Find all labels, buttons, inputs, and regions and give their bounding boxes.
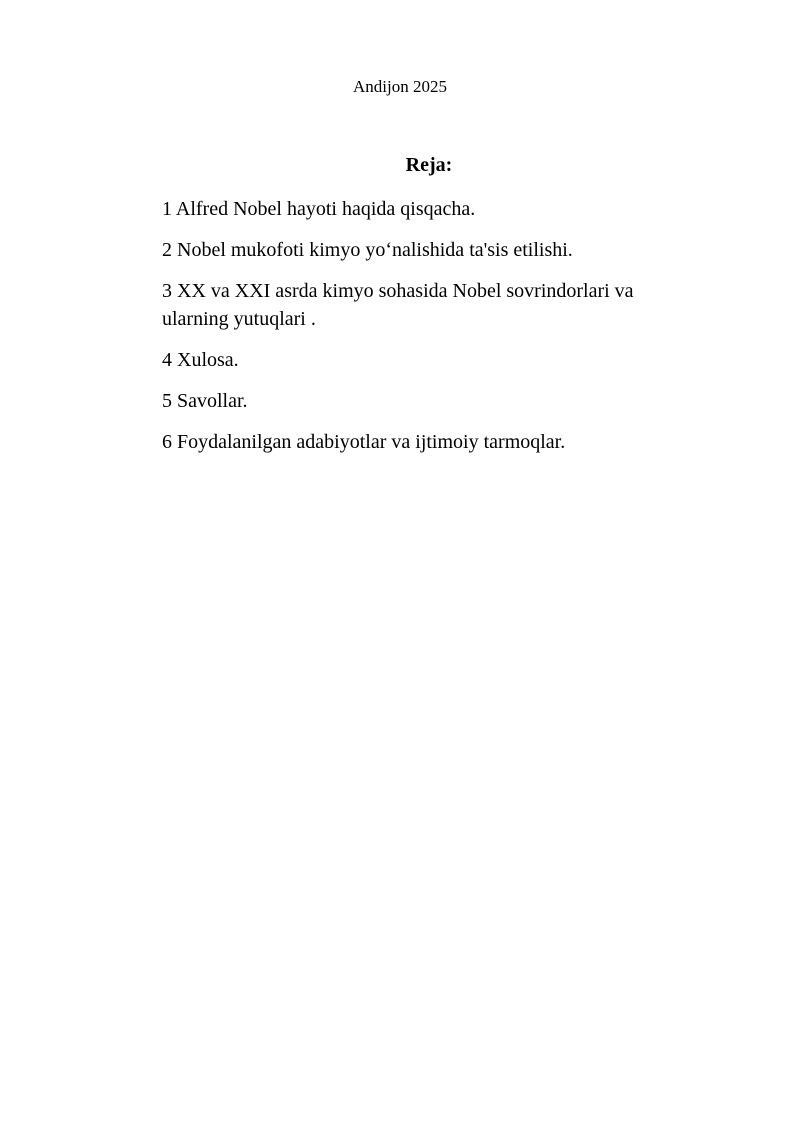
plan-title: Reja: [405,154,453,176]
plan-item: 5 Savollar. [162,390,248,412]
plan-item: 6 Foydalanilgan adabiyotlar va ijtimoiy tarmoqlar. [162,431,566,453]
plan-list [162,195,682,469]
plan-item: 3 XX va XXI asrda kimyo sohasida Nobel sovrindorlari va ularning yutuqlari . [162,280,634,330]
plan-item: 2 Nobel mukofoti kimyo yo‘nalishida ta'sis etilishi. [162,239,573,261]
plan-item: 1 Alfred Nobel hayoti haqida qisqacha. [162,198,476,220]
plan-item: 4 Xulosa. [162,349,239,371]
place-year: Andijon 2025 [353,77,447,96]
